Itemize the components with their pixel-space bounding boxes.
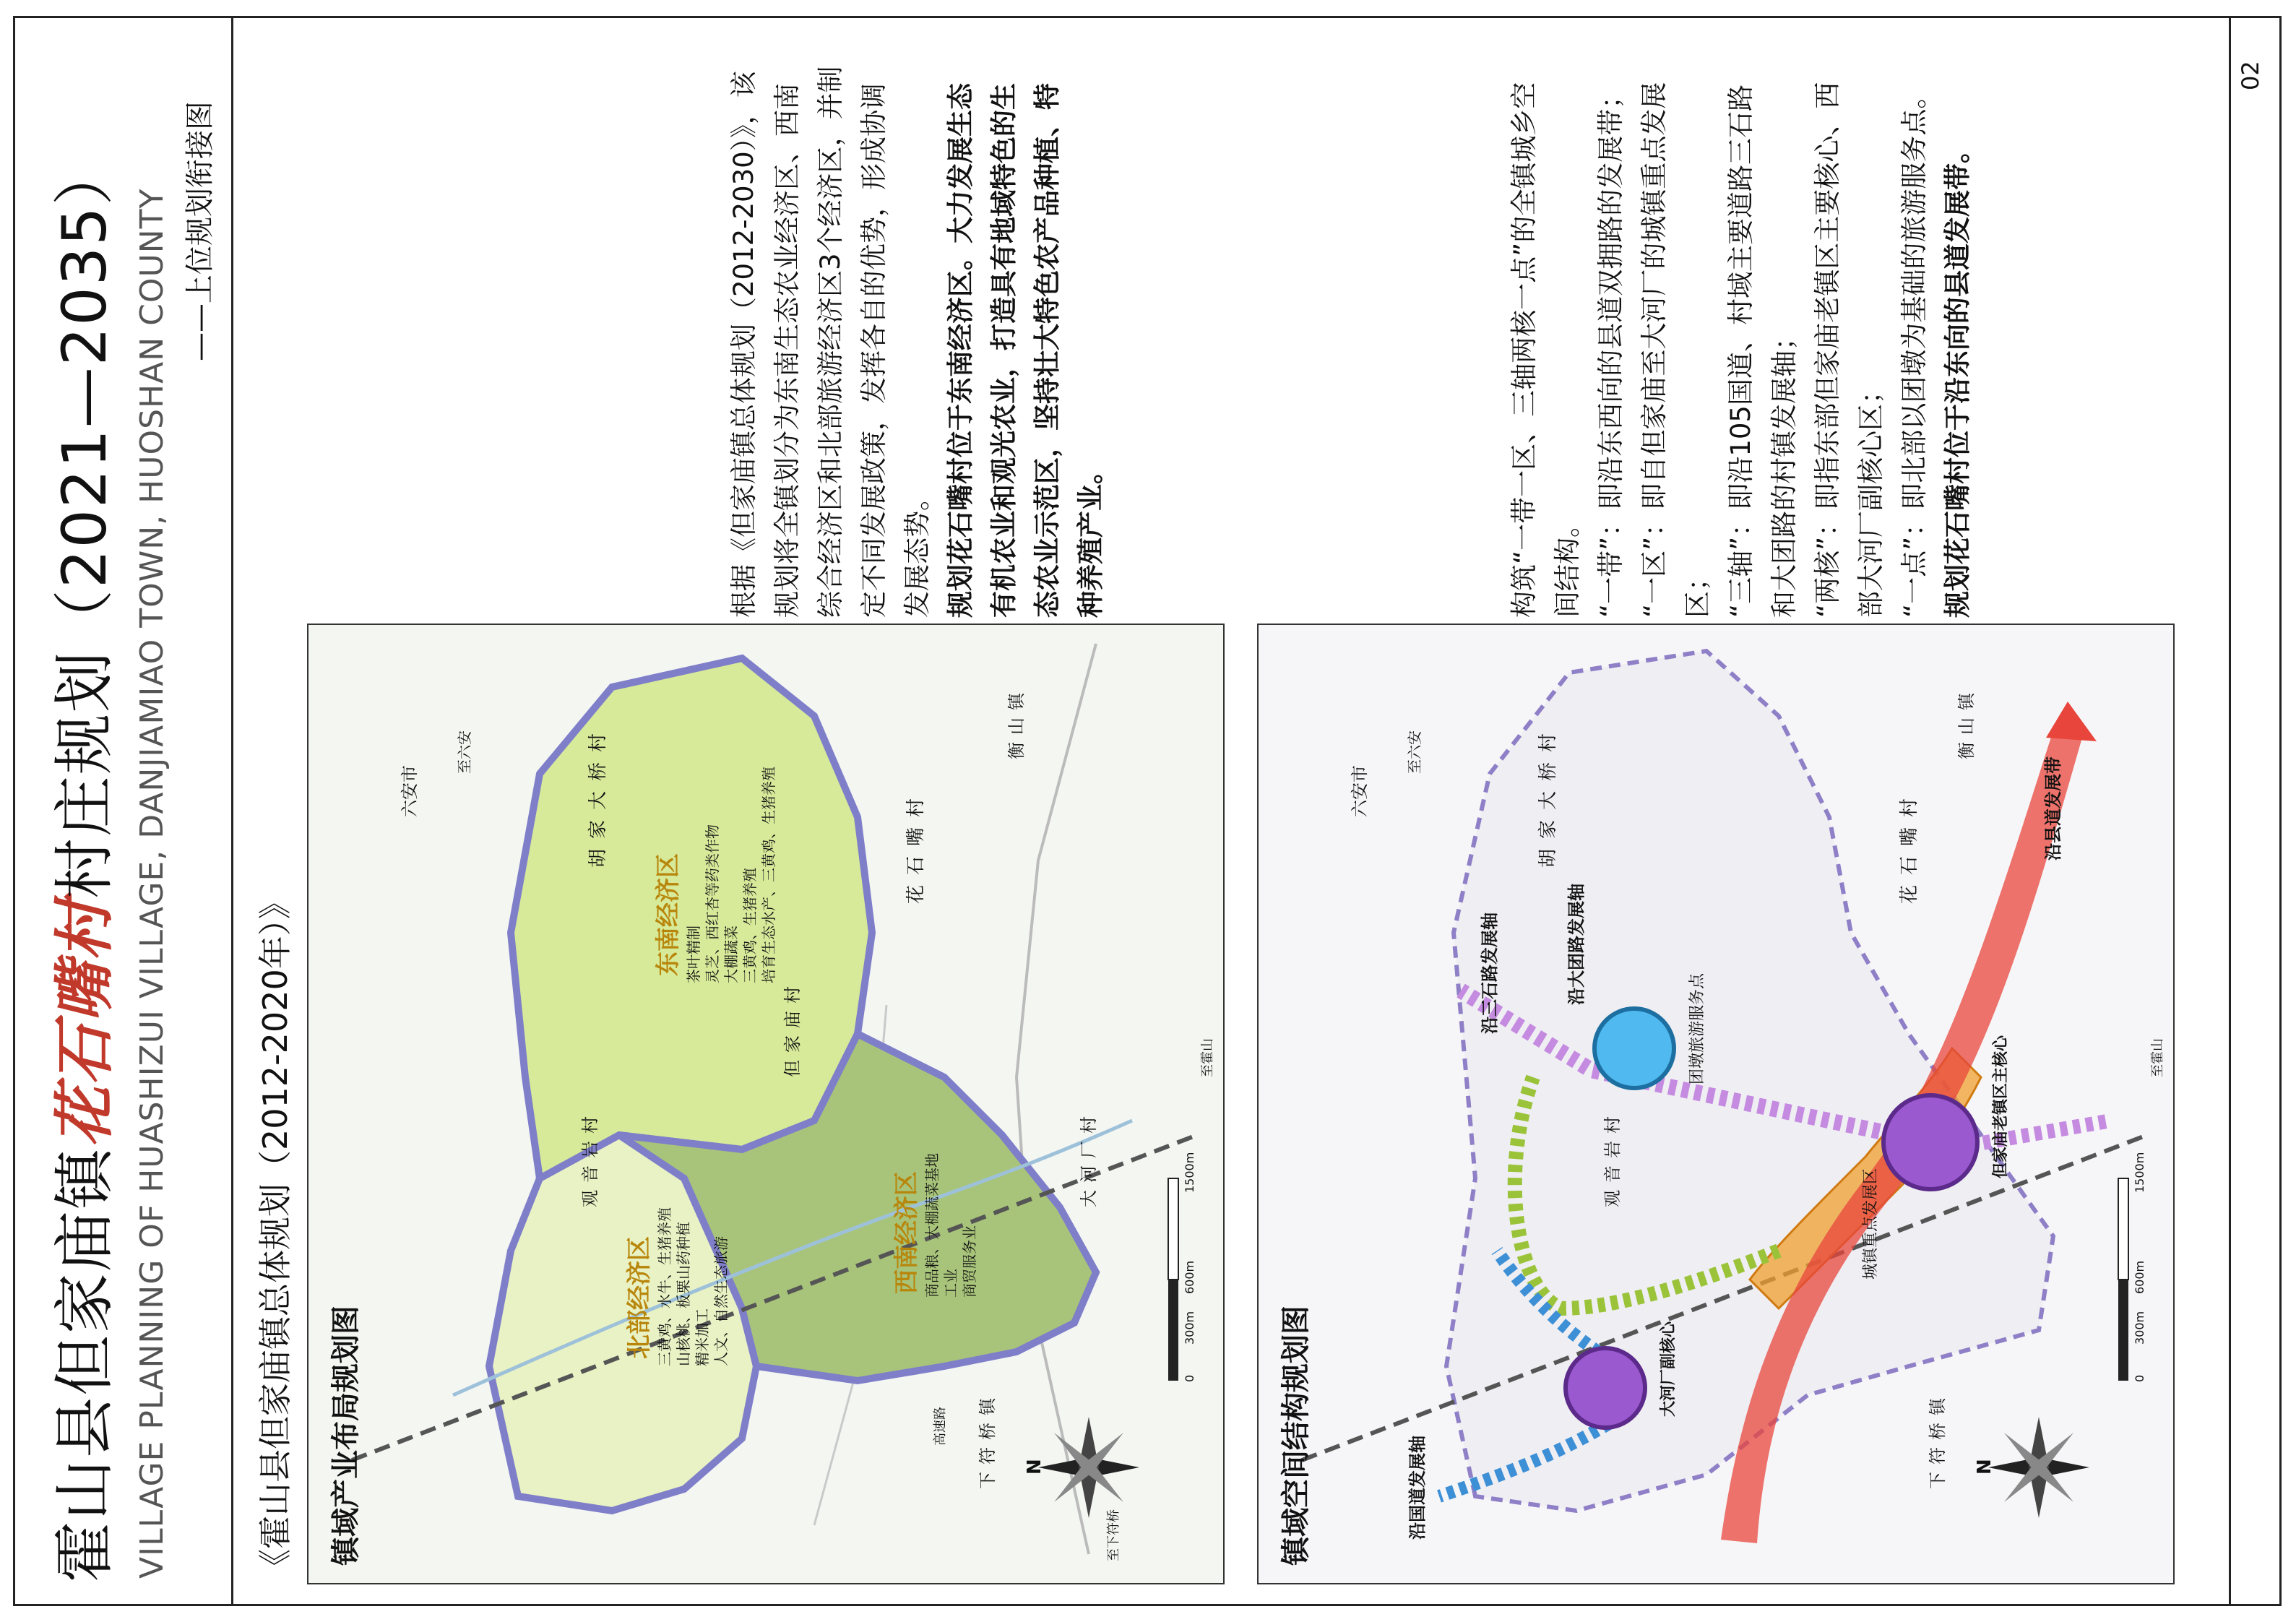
place-label: 六安市: [400, 765, 420, 817]
scale-label: 600m: [2133, 1260, 2146, 1294]
english-title: VILLAGE PLANNING OF HUASHIZUI VILLAGE, DANJIAMIAO TOWN, HUOSHAN COUNTY: [134, 188, 171, 1579]
scale-label: 600m: [1183, 1260, 1196, 1294]
zone-desc-southeast: 茶叶精制 灵芝、西红杏等药类作物 大棚蔬菜 三黄鸡、生猪养殖 培育生态水产、三黄鸡、生猪养殖: [685, 767, 777, 983]
paragraph: 根据《但家庙镇总体规划（2012-2030）》，该规划将全镇划分为东南生态农业经济区、西南综合经济区和北部旅游经济区3个经济区，并制定不同发展政策，发挥各自的优势，形成协调发展态势。: [728, 66, 933, 618]
paragraph: “两核”：即指东部但家庙老镇区主要核心、西部大河厂副核心区；: [1812, 82, 1886, 618]
zone-label-north: 北部经济区: [625, 1236, 654, 1359]
structure-planning-text: [1503, 61, 1980, 618]
place-label: 但家庙村: [782, 979, 803, 1077]
place-label: 至六安: [456, 730, 473, 774]
zone-desc-southwest: 商品粮、大棚蔬菜基地 工业 商贸服务业: [923, 1153, 978, 1298]
place-label: 胡家大桥村: [1537, 722, 1559, 868]
scale-label: 0: [2133, 1374, 2146, 1382]
place-label: 大河厂村: [1079, 1109, 1099, 1207]
axis-label: 沿大团路发展轴: [1566, 884, 1587, 1005]
place-label: 至霍山: [1200, 1038, 1215, 1077]
axis-label: 沿县道发展带: [2043, 756, 2063, 860]
place-label: 至下符桥: [1106, 1509, 1121, 1561]
document-caption: 《霍山县但家庙镇总体规划（2012-2020年）》: [256, 886, 295, 1582]
paragraph: “三轴”：即沿105国道、村域主要道路三石路和大团路的村镇发展轴；: [1725, 85, 1800, 618]
place-label: 观音岩村: [580, 1109, 600, 1207]
paragraph: “一区”：即自但家庙至大河厂的城镇重点发展区；: [1639, 82, 1713, 618]
village-name-highlight: 花石嘴村: [48, 898, 120, 1147]
place-label: 六安市: [1350, 765, 1370, 817]
industry-layout-map: [307, 624, 1225, 1584]
industry-planning-text: [722, 61, 1113, 618]
secondary-core-circle: [1566, 1348, 1645, 1428]
core-label: 大河厂副核心: [1660, 1321, 1678, 1417]
tourism-point-circle: [1594, 1009, 1674, 1088]
zone-label-southeast: 东南经济区: [654, 853, 683, 976]
zone-desc-north: 三黄鸡、水牛、生猪养殖 山核桃、板栗山药种植 精米加工 人文、自然生态旅游: [656, 1207, 730, 1366]
structure-map-graphic: [1259, 624, 2175, 1583]
page-title: 霍山县但家庙镇花石嘴村村庄规划（2021—2035）: [48, 143, 120, 1582]
axis-label: 沿三石路发展轴: [1480, 913, 1500, 1034]
place-label: 衡山镇: [1956, 686, 1977, 759]
core-label: 但家庙老镇区主核心: [1992, 1035, 2010, 1178]
scale-label: 300m: [2133, 1311, 2146, 1345]
place-label: 花石嘴村: [905, 788, 927, 904]
place-label: 高速路: [933, 1407, 948, 1446]
paragraph: “一点”：即北部以团墩为基础的旅游服务点。: [1899, 82, 1930, 618]
spatial-structure-map: [1257, 624, 2175, 1584]
zone-label: 城镇重点发展区: [1862, 1168, 1880, 1280]
page-footer: [2229, 16, 2282, 1606]
north-label: N: [1024, 1459, 1045, 1475]
north-label: N: [1974, 1459, 1995, 1475]
zone-label-southwest: 西南经济区: [892, 1171, 921, 1294]
page-number: 02: [2237, 61, 2264, 90]
place-label: 胡家大桥村: [587, 722, 609, 868]
paragraph: 构筑“一带一区、三轴两核一点”的全镇城乡空间结构。: [1509, 82, 1583, 618]
paragraph: “一带”：即沿东西向的县道双拥路的发展带；: [1595, 82, 1626, 618]
place-label: 下符桥镇: [977, 1391, 998, 1489]
scale-label: 1500m: [1183, 1152, 1196, 1193]
main-core-circle: [1883, 1095, 1977, 1189]
place-label: 衡山镇: [1006, 686, 1027, 759]
place-label: 至六安: [1406, 730, 1423, 774]
paragraph-highlight: 规划花石嘴村位于东南经济区。大力发展生态有机农业和观光农业，打造具有地域特色的生态农业示范区，坚持壮大特色农产品种植、特种养殖产业。: [945, 83, 1106, 618]
industry-map-title: 镇域产业布局规划图: [329, 1306, 363, 1566]
place-label: 花石嘴村: [1899, 788, 1920, 904]
axis-label: 沿国道发展轴: [1407, 1436, 1428, 1540]
section-subtitle: ——上位规划衔接图: [184, 101, 217, 361]
scale-label: 300m: [1183, 1311, 1196, 1345]
place-label: 观音岩村: [1602, 1109, 1623, 1207]
scale-label: 0: [1183, 1374, 1196, 1382]
paragraph-highlight: 规划花石嘴村位于沿东向的县道发展带。: [1942, 137, 1973, 618]
place-label: 至霍山: [2150, 1038, 2165, 1077]
structure-map-title: 镇域空间结构规划图: [1279, 1306, 1313, 1566]
place-label: 下符桥镇: [1928, 1391, 1948, 1489]
scale-label: 1500m: [2133, 1152, 2146, 1193]
tourism-label: 团墩旅游服务点: [1688, 972, 1706, 1084]
